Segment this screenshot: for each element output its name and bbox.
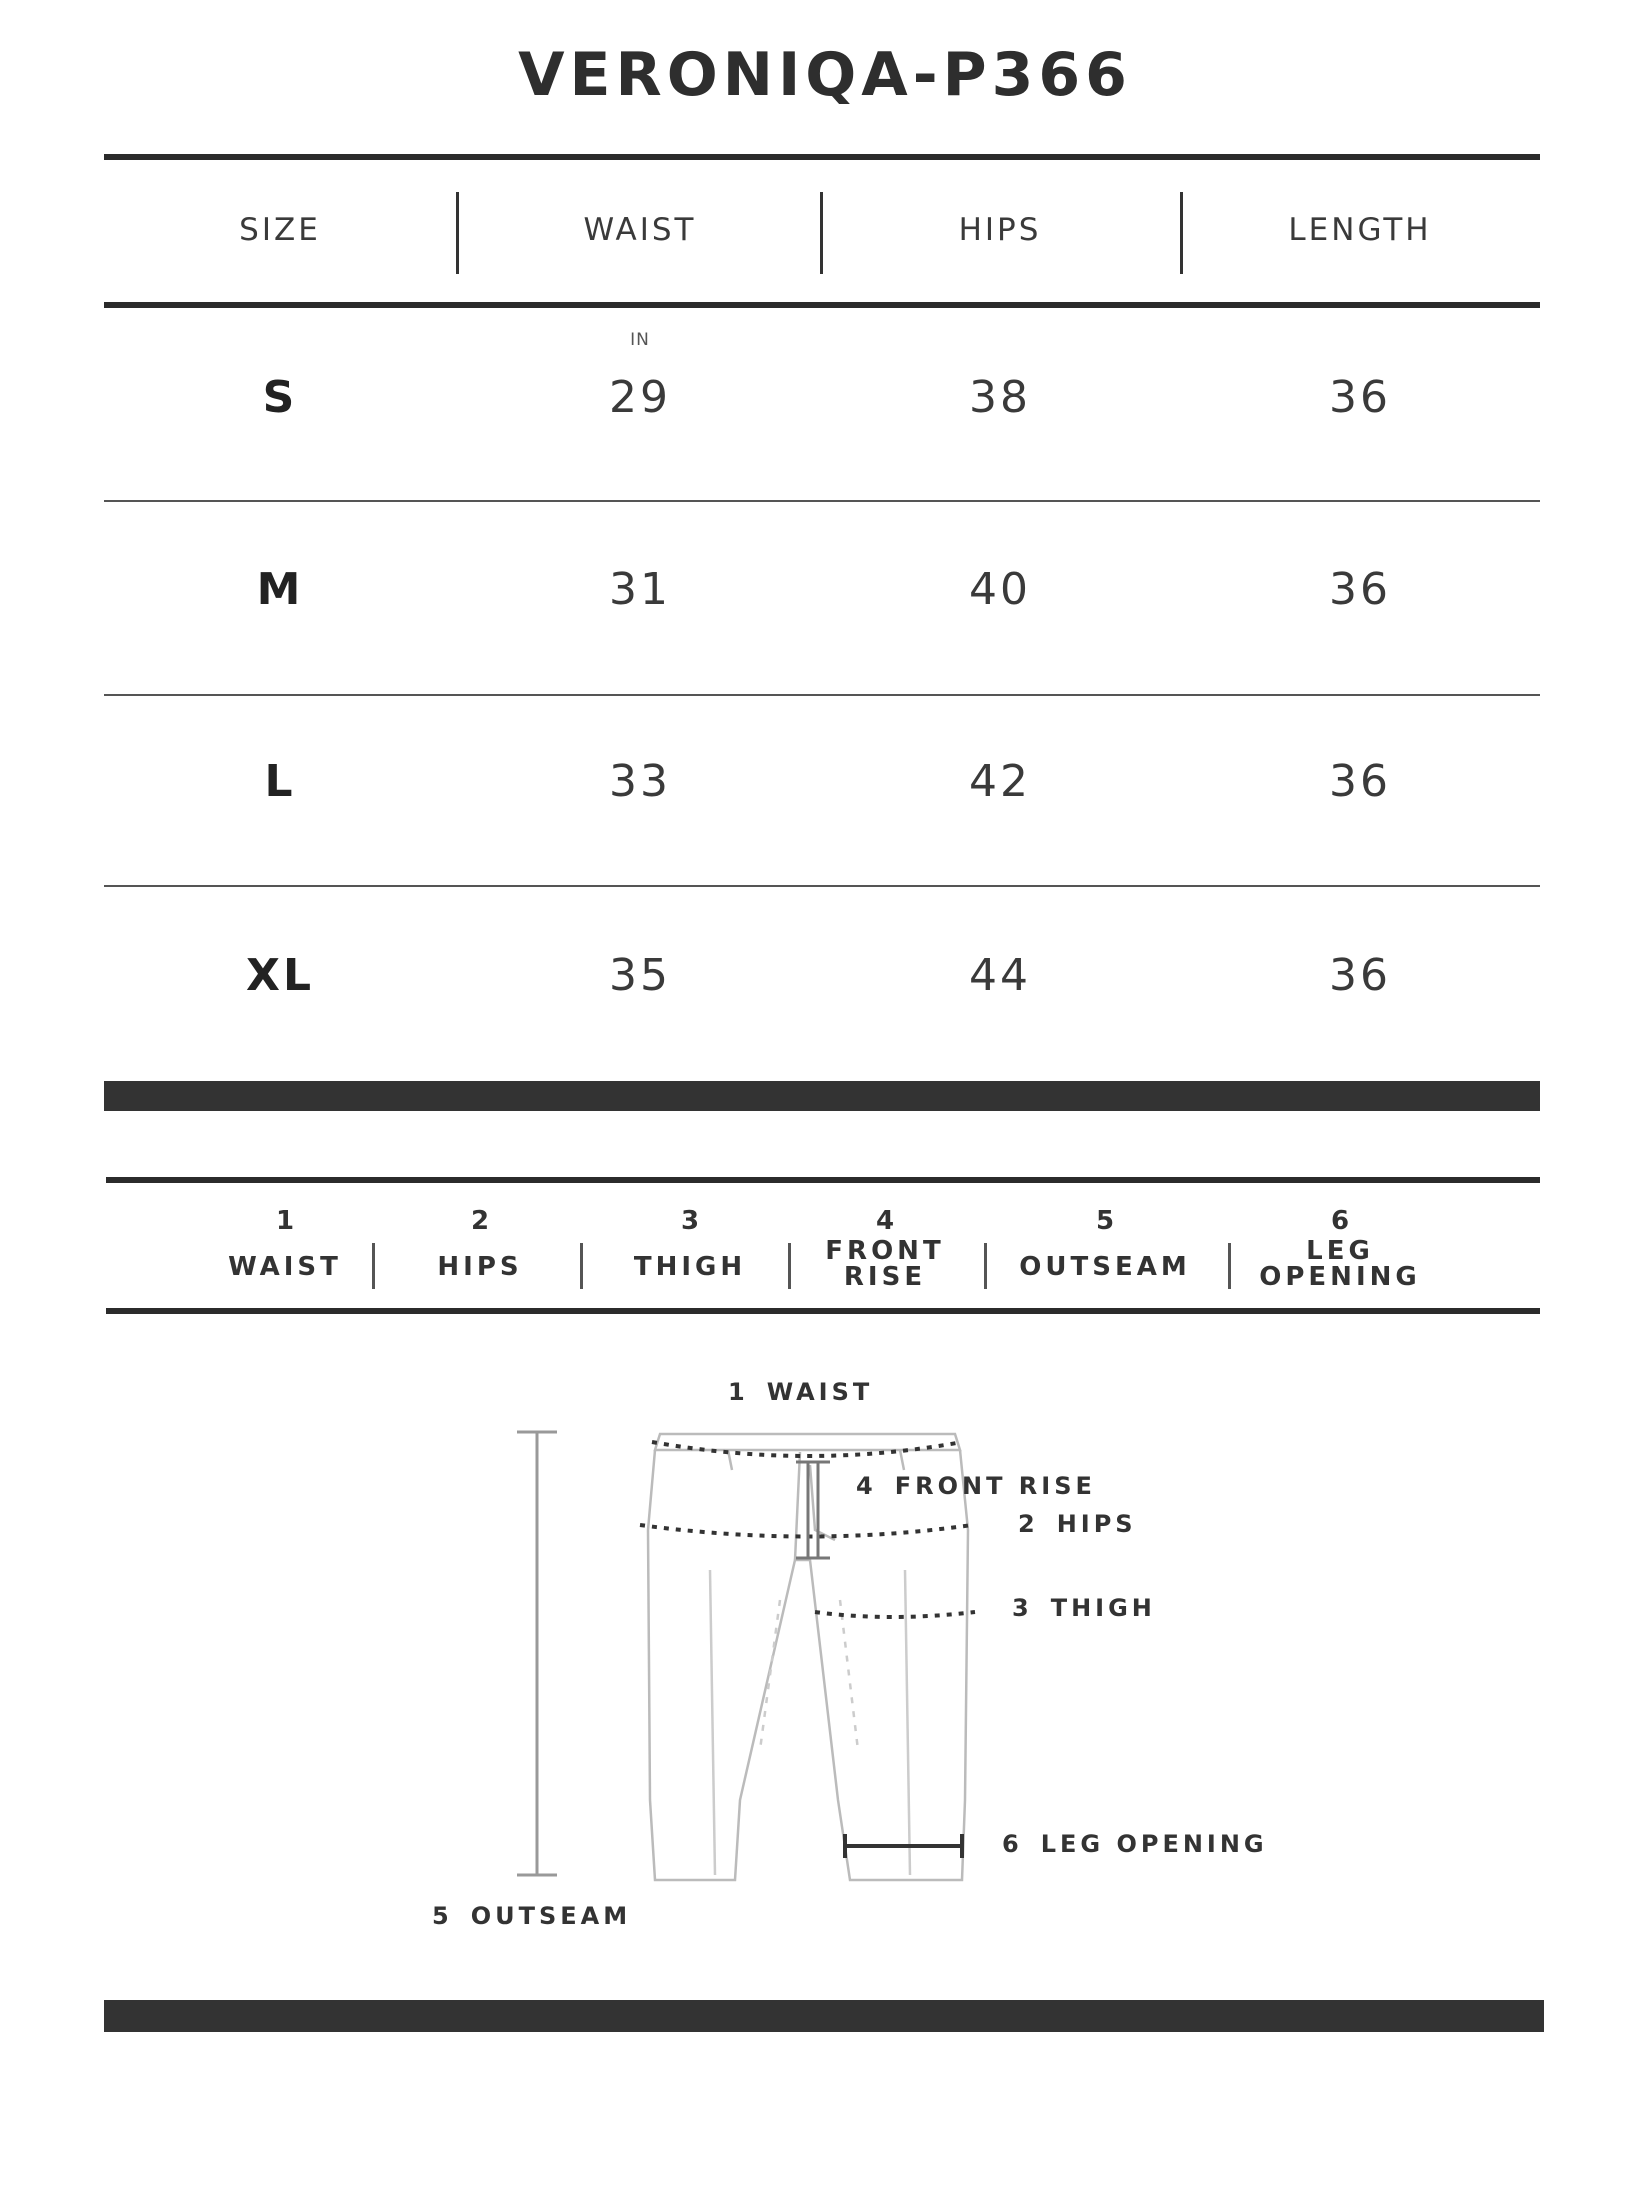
- hips-cell: 44: [969, 950, 1031, 1001]
- page-title: VERONIQA-P366: [518, 40, 1132, 110]
- header-hips: HIPS: [958, 212, 1042, 248]
- legend-number: 1: [275, 1206, 295, 1236]
- legend-label-outseam: OUTSEAM: [1019, 1252, 1191, 1282]
- length-cell: 36: [1329, 372, 1391, 423]
- legend-number: 6: [1330, 1206, 1350, 1236]
- legend-label-thigh: THIGH: [633, 1252, 747, 1282]
- waist-cell: 35: [609, 950, 671, 1001]
- hips-cell: 40: [969, 564, 1031, 615]
- legend-number: 5: [1095, 1206, 1115, 1236]
- waist-cell: 29: [609, 372, 671, 423]
- legend-label-waist: WAIST: [228, 1252, 342, 1282]
- length-cell: 36: [1329, 564, 1391, 615]
- diagram-label-front-rise: 4 FRONT RISE: [856, 1472, 1096, 1500]
- legend-label-leg-opening: LEG OPENING: [1259, 1236, 1421, 1292]
- legend-number: 3: [680, 1206, 700, 1236]
- waist-cell: 31: [609, 564, 671, 615]
- legend-number: 2: [470, 1206, 490, 1236]
- diagram-label-hips: 2 HIPS: [1018, 1510, 1137, 1538]
- diagram-label-outseam: 5 OUTSEAM: [432, 1902, 632, 1930]
- hips-cell: 38: [969, 372, 1031, 423]
- size-cell: S: [262, 372, 298, 423]
- header-length: LENGTH: [1288, 212, 1432, 248]
- header-size: SIZE: [239, 212, 321, 248]
- diagram-label-leg-opening: 6 LEG OPENING: [1002, 1830, 1268, 1858]
- outseam-measure-line: [517, 1432, 557, 1875]
- unit-label: IN: [630, 330, 650, 350]
- diagram-label-thigh: 3 THIGH: [1012, 1594, 1156, 1622]
- length-cell: 36: [1329, 756, 1391, 807]
- legend-label-hips: HIPS: [437, 1252, 523, 1282]
- size-cell: L: [264, 756, 296, 807]
- size-cell: M: [256, 564, 304, 615]
- waist-cell: 33: [609, 756, 671, 807]
- header-waist: WAIST: [583, 212, 697, 248]
- length-cell: 36: [1329, 950, 1391, 1001]
- diagram-label-waist: 1 WAIST: [728, 1378, 874, 1406]
- size-cell: XL: [246, 950, 314, 1001]
- footer-band: [104, 2000, 1544, 2032]
- hips-cell: 42: [969, 756, 1031, 807]
- legend-number: 4: [875, 1206, 895, 1236]
- legend-label-front-rise: FRONT RISE: [825, 1236, 945, 1292]
- leg-opening-marker: [845, 1834, 962, 1858]
